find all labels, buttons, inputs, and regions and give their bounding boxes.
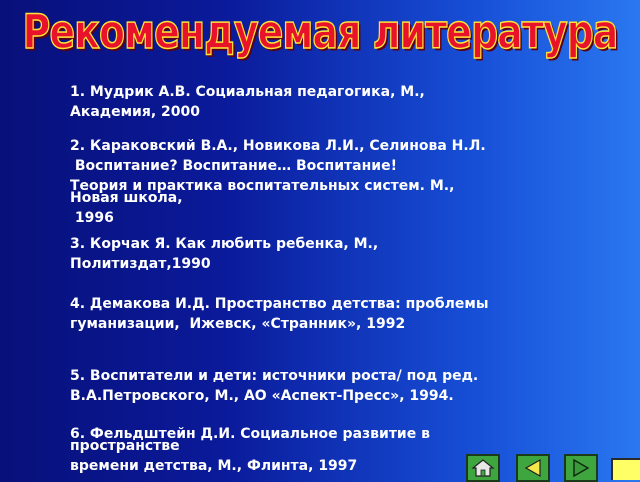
reference-6-overlap [70, 436, 357, 476]
reference-line: Политиздат,1990 [70, 256, 211, 272]
reference-line: времени детства, М., Флинта, 1997 [70, 458, 358, 474]
reference-line: В.А.Петровского, М., АО «Аспект-Пресс», 1994. [70, 388, 454, 404]
reference-line: 3. Корчак Я. Как любить ребенка, М., [70, 236, 379, 252]
slide-title: Рекомендуемая литература [22, 4, 618, 59]
reference-line: Новая школа, [70, 190, 183, 206]
reference-2-overlap [70, 188, 183, 228]
reference-3 [70, 234, 378, 274]
next-slide-button[interactable] [564, 454, 598, 482]
reference-line: 2. Караковский В.А., Новикова Л.И., Селинова Н.Л. [70, 138, 486, 154]
reference-4 [70, 294, 489, 334]
reference-line: гуманизации, Ижевск, «Странник», 1992 [70, 316, 406, 332]
previous-slide-button[interactable] [516, 454, 550, 482]
reference-line: Воспитание? Воспитание… Воспитание! [70, 158, 397, 174]
triangle-right-icon [569, 458, 593, 478]
reference-2 [70, 136, 486, 176]
reference-line: 6. Фельдштейн Д.И. Социальное развитие в [70, 426, 430, 442]
reference-line: 5. Воспитатели и дети: источники роста/ под ред. [70, 368, 479, 384]
corner-box [611, 458, 640, 480]
triangle-left-icon [521, 458, 545, 478]
reference-line: 1. Мудрик А.В. Социальная педагогика, М., [70, 84, 425, 100]
reference-line: 4. Демакова И.Д. Пространство детства: проблемы [70, 296, 489, 312]
reference-line: Теория и практика воспитательных систем. М., [70, 178, 455, 194]
reference-5 [70, 366, 478, 406]
reference-1 [70, 82, 425, 122]
home-icon [471, 458, 495, 478]
reference-line: Академия, 2000 [70, 104, 200, 120]
home-button[interactable] [466, 454, 500, 482]
reference-line: пространстве [70, 438, 180, 454]
reference-line: 1996 [70, 210, 114, 226]
